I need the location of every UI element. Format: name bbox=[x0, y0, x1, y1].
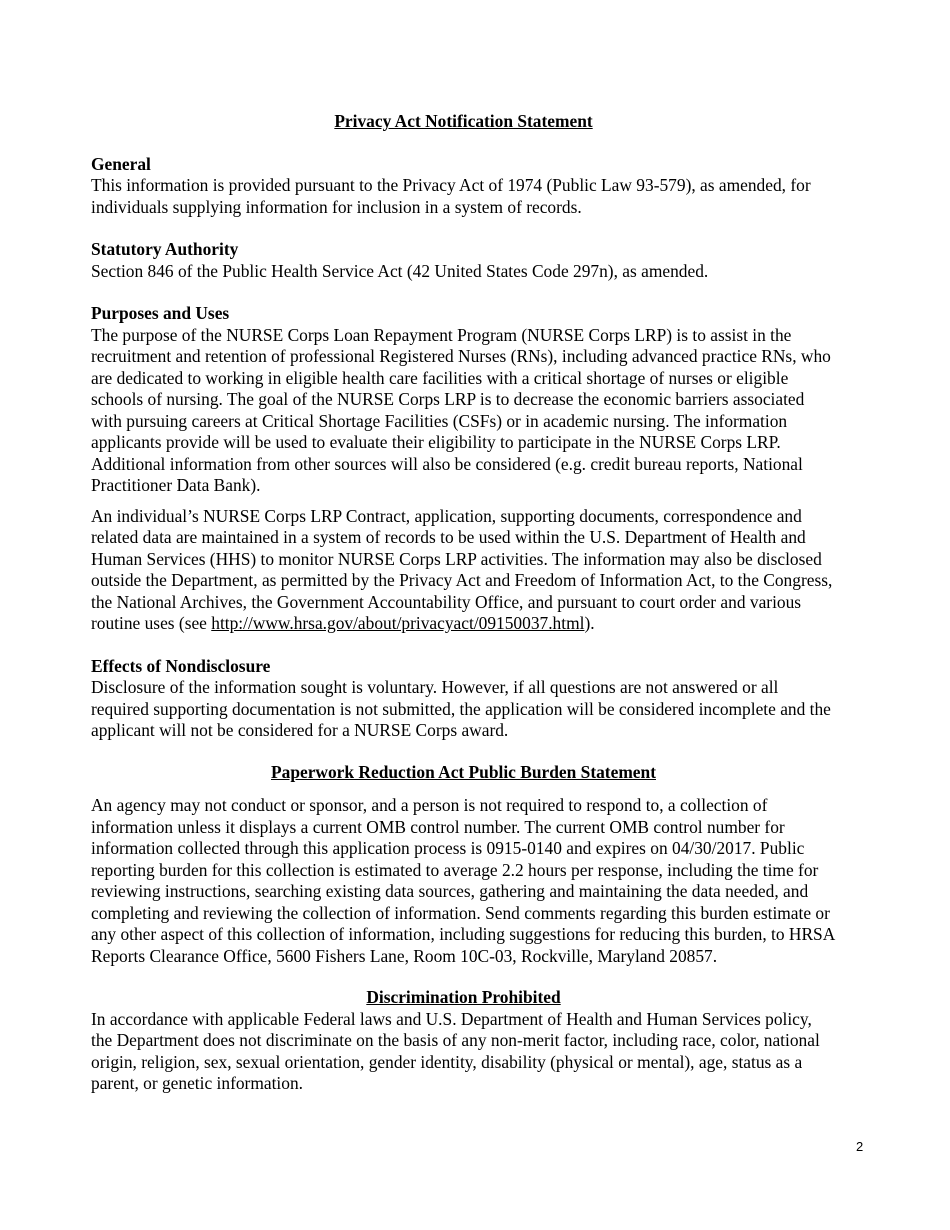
general-heading: General bbox=[91, 153, 151, 174]
privacy-act-routine-uses-link[interactable]: http://www.hrsa.gov/about/privacyact/09150037.html bbox=[211, 613, 585, 633]
purposes-paragraph-2-text: An individual’s NURSE Corps LRP Contract, application, supporting documents, correspondence and related data are maintained in a system of records to be used within the U.S. Department of Health and Human Services (HHS) to monitor NURSE Corps LRP activities. The information may also be disclosed outside the Department, as permitted by the Privacy Act and Freedom of Information Act, to the Congress, the National Archives, the Government Accountability Office, and pursuant to court order and various routine uses (see bbox=[91, 505, 833, 633]
effects-of-nondisclosure-heading: Effects of Nondisclosure bbox=[91, 655, 271, 676]
purposes-and-uses-heading: Purposes and Uses bbox=[91, 303, 230, 323]
paperwork-reduction-heading: Paperwork Reduction Act Public Burden Statement bbox=[271, 761, 656, 782]
purposes-paragraph-1: The purpose of the NURSE Corps Loan Repayment Program (NURSE Corps LRP) is to assist in the recruitment and retention of professional Registered Nurses (RNs), including advanced practice RNs, who are dedicated to working in eligible health care facilities with a critical shortage of nurses or eligible schools of nursing. The goal of the NURSE Corps LRP is to decrease the economic barriers associated with pursuing careers at Critical Shortage Facilities (CSFs) or in academic nursing. The information applicants provide will be used to evaluate their eligibility to participate in the NURSE Corps LRP. Additional information from other sources will also be considered (e.g. credit bureau reports, National Practitioner Data Bank). bbox=[91, 324, 831, 495]
statutory-authority-section bbox=[91, 239, 836, 282]
discrimination-body: In accordance with applicable Federal laws and U.S. Department of Health and Human Services policy, the Department does not discriminate on the basis of any non-merit factor, including race, color, national origin, religion, sex, sexual orientation, gender identity, disability (physical or mental), age, status as a parent, or genetic information. bbox=[91, 1008, 820, 1093]
effects-of-nondisclosure-body: Disclosure of the information sought is voluntary. However, if all questions are not answered or all required supporting documentation is not submitted, the application will be considered incomplete and the applicant will not be considered for a NURSE Corps award. bbox=[91, 677, 831, 740]
document-content bbox=[91, 111, 836, 1095]
purposes-paragraph-2 bbox=[91, 506, 836, 635]
discrimination-section bbox=[91, 987, 836, 1095]
statutory-authority-heading: Statutory Authority bbox=[91, 239, 239, 259]
general-body: This information is provided pursuant to the Privacy Act of 1974 (Public Law 93-579), as amended, for individuals supplying information for inclusion in a system of records. bbox=[91, 175, 811, 217]
general-section bbox=[91, 154, 836, 219]
page-number: 2 bbox=[856, 1139, 864, 1154]
paperwork-reduction-body: An agency may not conduct or sponsor, and a person is not required to respond to, a collection of information unless it displays a current OMB control number. The current OMB control number for information collected through this application process is 0915-0140 and expires on 04/30/2017. Public reporting burden for this collection is estimated to average 2.2 hours per response, including the time for reviewing instructions, searching existing data sources, gathering and maintaining the data needed, and completing and reviewing the collection of information. Send comments regarding this burden estimate or any other aspect of this collection of information, including suggestions for reducing this burden, to HRSA Reports Clearance Office, 5600 Fishers Lane, Room 10C-03, Rockville, Maryland 20857. bbox=[91, 795, 835, 966]
paperwork-reduction-section bbox=[91, 762, 836, 968]
purposes-paragraph-2-end: ). bbox=[584, 613, 595, 633]
purposes-and-uses-section bbox=[91, 303, 836, 635]
statutory-authority-body: Section 846 of the Public Health Service Act (42 United States Code 297n), as amended. bbox=[91, 260, 709, 281]
privacy-act-title: Privacy Act Notification Statement bbox=[334, 111, 593, 131]
effects-of-nondisclosure-section bbox=[91, 656, 836, 742]
discrimination-heading: Discrimination Prohibited bbox=[366, 987, 561, 1007]
